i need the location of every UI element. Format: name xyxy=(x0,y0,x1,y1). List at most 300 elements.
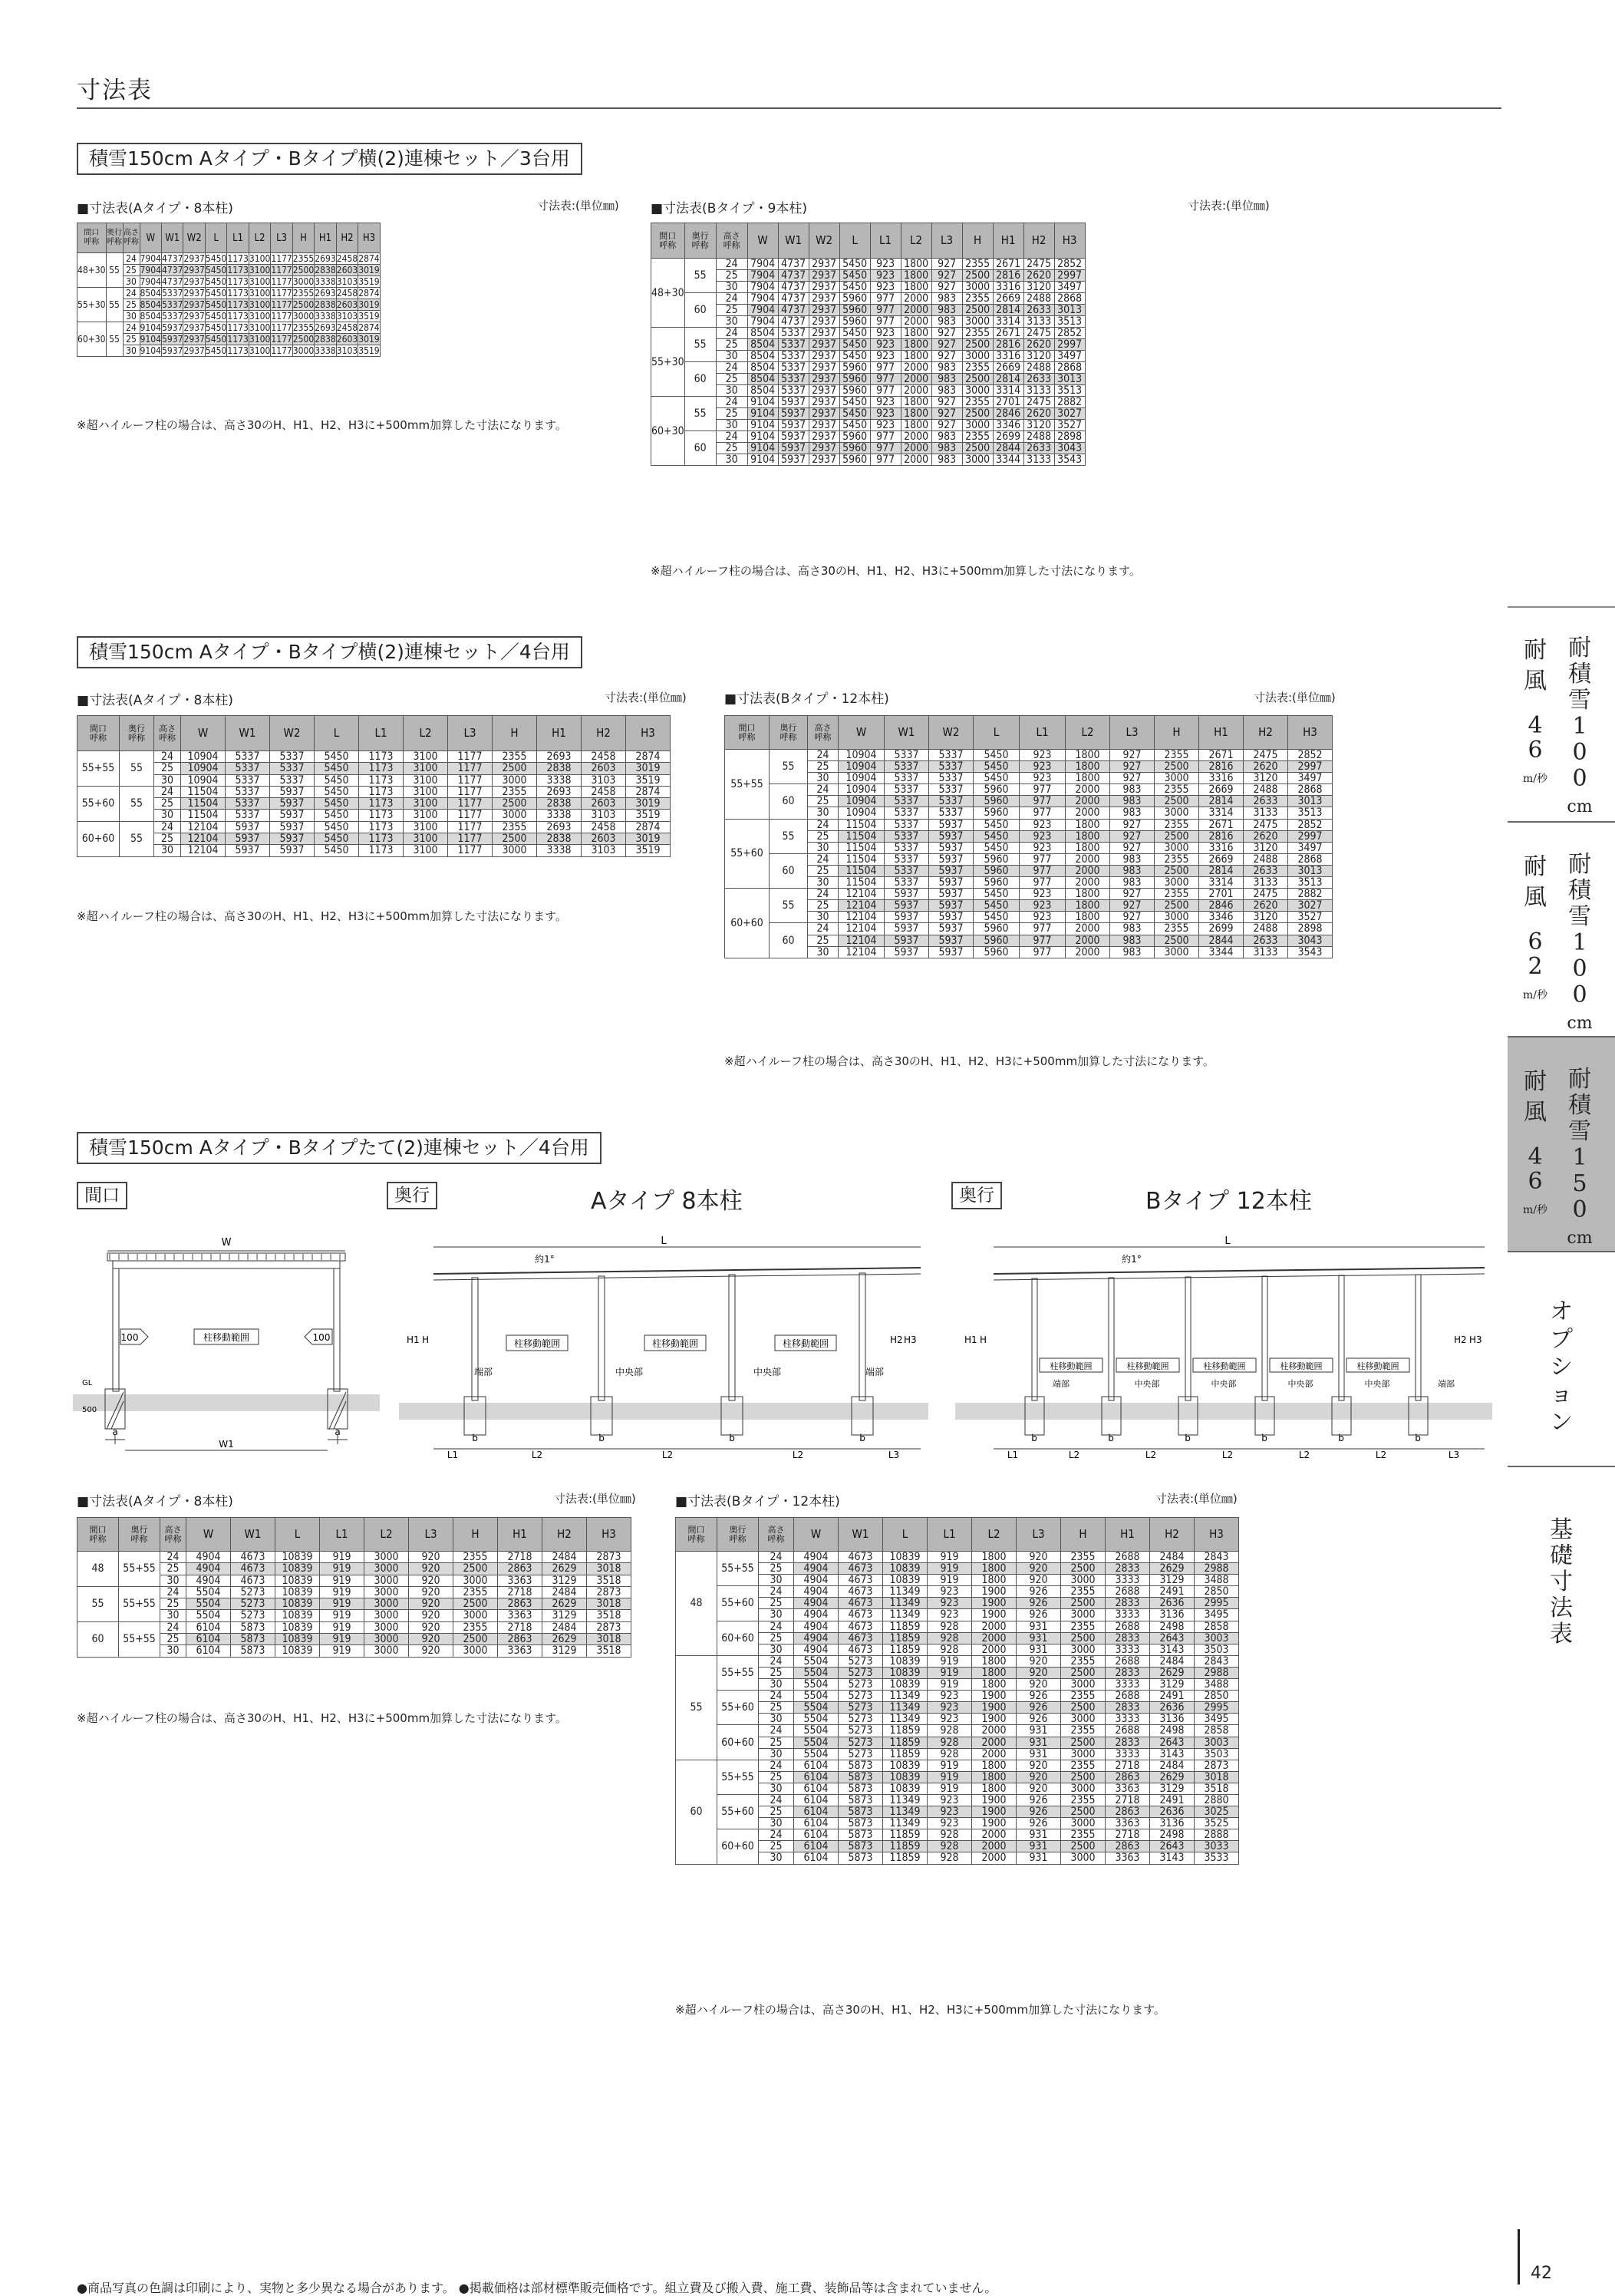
page-number-rule xyxy=(1518,2229,1520,2284)
table-row xyxy=(725,830,1333,842)
value-cell: 3018 xyxy=(587,1563,631,1575)
value-cell: 2669 xyxy=(993,362,1023,374)
value-cell: 5337 xyxy=(885,865,929,876)
height-cell: 24 xyxy=(716,431,747,443)
value-cell: 977 xyxy=(870,443,901,454)
value-cell: 2868 xyxy=(1288,853,1333,865)
height-cell: 30 xyxy=(716,351,747,362)
column-header: L1 xyxy=(320,1518,364,1552)
column-header: 間口 呼称 xyxy=(676,1518,717,1552)
value-cell: 1177 xyxy=(271,311,292,322)
table-row xyxy=(676,1841,1239,1852)
value-cell: 983 xyxy=(1110,923,1155,935)
value-cell: 931 xyxy=(1017,1852,1061,1864)
value-cell: 928 xyxy=(928,1737,972,1748)
value-cell: 2671 xyxy=(993,259,1023,270)
roof-edge xyxy=(107,1253,345,1261)
table-row xyxy=(77,833,671,845)
value-cell: 2633 xyxy=(1023,443,1054,454)
table-row xyxy=(676,1667,1239,1678)
height-cell: 30 xyxy=(808,946,839,958)
value-cell: 2844 xyxy=(993,443,1023,454)
value-cell: 3000 xyxy=(364,1610,409,1621)
value-cell: 2838 xyxy=(537,798,582,810)
value-cell: 3000 xyxy=(962,282,993,293)
value-cell: 12104 xyxy=(181,833,226,845)
column-header: W2 xyxy=(809,223,839,259)
table-row xyxy=(725,773,1333,784)
value-cell: 931 xyxy=(1017,1621,1061,1632)
value-cell: 977 xyxy=(1020,853,1066,865)
value-cell: 2693 xyxy=(537,786,582,797)
height-cell: 24 xyxy=(160,1586,186,1598)
table-caption: ■寸法表(Aタイプ・8本柱) xyxy=(77,201,233,216)
value-cell: 923 xyxy=(870,270,901,282)
value-cell: 5337 xyxy=(885,830,929,842)
value-cell: 10839 xyxy=(275,1598,320,1610)
value-cell: 923 xyxy=(1020,761,1066,773)
table-row xyxy=(676,1760,1239,1771)
value-cell: 3000 xyxy=(364,1575,409,1586)
column-header: W2 xyxy=(270,716,315,751)
table-row xyxy=(77,810,671,821)
value-cell: 919 xyxy=(928,1783,972,1794)
value-cell: 2988 xyxy=(1195,1667,1239,1678)
depth-cell: 60+60 xyxy=(717,1829,759,1864)
value-cell: 5337 xyxy=(885,819,929,830)
height-cell: 24 xyxy=(759,1586,794,1598)
value-cell: 5337 xyxy=(161,299,183,310)
depth-cell: 55+55 xyxy=(119,1621,160,1657)
table-row xyxy=(676,1609,1239,1621)
table-note: ※超ハイルーフ柱の場合は、高さ30のH、H1、H2、H3に+500mm加算した寸法になります。 xyxy=(77,909,567,923)
height-cell: 30 xyxy=(759,1818,794,1829)
table-row xyxy=(676,1818,1239,1829)
value-cell: 5450 xyxy=(974,830,1020,842)
value-cell: 5937 xyxy=(929,889,974,900)
height-cell: 25 xyxy=(808,900,839,912)
table-row xyxy=(77,299,381,311)
value-cell: 927 xyxy=(931,259,962,270)
value-cell: 3019 xyxy=(358,299,380,310)
side-tab-wind62-snow100[interactable] xyxy=(1508,821,1615,1036)
value-cell: 5337 xyxy=(226,774,270,786)
value-cell: 3314 xyxy=(1199,807,1244,819)
value-cell: 2355 xyxy=(962,397,993,408)
value-cell: 2643 xyxy=(1150,1737,1195,1748)
value-cell: 5937 xyxy=(929,865,974,876)
value-cell: 5450 xyxy=(974,761,1020,773)
table-row xyxy=(77,751,671,763)
value-cell: 3333 xyxy=(1106,1575,1150,1586)
depth-cell: 55 xyxy=(684,328,716,362)
value-cell: 931 xyxy=(1017,1829,1061,1841)
value-cell: 11504 xyxy=(839,877,885,889)
value-cell: 2603 xyxy=(582,833,626,845)
column-header: 高さ 呼称 xyxy=(123,223,140,253)
value-cell: 3346 xyxy=(993,420,1023,431)
height-cell: 24 xyxy=(759,1621,794,1632)
value-cell: 1177 xyxy=(271,276,292,287)
value-cell: 2874 xyxy=(358,253,380,264)
value-cell: 2693 xyxy=(315,288,336,299)
table-row xyxy=(676,1829,1239,1841)
value-cell: 923 xyxy=(928,1598,972,1609)
value-cell: 3025 xyxy=(1195,1806,1239,1818)
value-cell: 4904 xyxy=(794,1609,839,1621)
dim-label-l3: L3 xyxy=(1448,1450,1460,1460)
value-cell: 5937 xyxy=(929,912,974,923)
table-row xyxy=(676,1852,1239,1864)
dim-label-b: b xyxy=(1415,1433,1421,1443)
value-cell: 5960 xyxy=(839,431,870,443)
column-header: W1 xyxy=(839,1518,883,1552)
value-cell: 919 xyxy=(928,1575,972,1586)
value-cell: 5337 xyxy=(226,798,270,810)
unit-label: 寸法表:(単位㎜) xyxy=(554,1492,636,1506)
post-range-label: 柱移動範囲 xyxy=(203,1332,250,1343)
table-caption: ■寸法表(Bタイプ・12本柱) xyxy=(724,691,889,707)
dim-label-l2: L2 xyxy=(1375,1450,1387,1460)
value-cell: 2000 xyxy=(972,1748,1017,1760)
value-cell: 2863 xyxy=(498,1634,542,1645)
value-cell: 5450 xyxy=(839,282,870,293)
value-cell: 2671 xyxy=(993,328,1023,339)
height-cell: 25 xyxy=(759,1598,794,1609)
table-row xyxy=(77,1621,631,1633)
center-label: 中央部 xyxy=(1211,1379,1237,1389)
value-cell: 10839 xyxy=(883,1563,928,1575)
value-cell: 923 xyxy=(1020,819,1066,830)
value-cell: 5960 xyxy=(839,305,870,316)
value-cell: 4673 xyxy=(839,1552,883,1563)
value-cell: 3363 xyxy=(498,1645,542,1657)
value-cell: 983 xyxy=(1110,784,1155,796)
value-cell: 3519 xyxy=(626,845,671,856)
side-tab-wind46-snow150-active[interactable] xyxy=(1508,1036,1615,1251)
value-cell: 2937 xyxy=(809,328,839,339)
value-cell: 919 xyxy=(928,1655,972,1667)
height-cell: 25 xyxy=(716,339,747,351)
value-cell: 2500 xyxy=(1061,1702,1106,1714)
value-cell: 983 xyxy=(1110,807,1155,819)
value-cell: 977 xyxy=(870,385,901,397)
value-cell: 2814 xyxy=(1199,796,1244,807)
value-cell: 923 xyxy=(928,1818,972,1829)
value-cell: 11859 xyxy=(883,1748,928,1760)
value-cell: 5504 xyxy=(186,1598,231,1610)
value-cell: 2643 xyxy=(1150,1841,1195,1852)
value-cell: 3100 xyxy=(249,299,271,310)
value-cell: 8504 xyxy=(747,385,778,397)
height-cell: 30 xyxy=(759,1679,794,1691)
table-row xyxy=(651,454,1086,466)
column-header: L2 xyxy=(249,223,270,253)
value-cell: 3019 xyxy=(358,265,380,275)
value-cell: 3103 xyxy=(336,311,358,322)
value-cell: 3503 xyxy=(1195,1748,1239,1760)
value-cell: 1173 xyxy=(359,751,404,763)
unit-label: 寸法表:(単位㎜) xyxy=(605,691,687,704)
column-header: H xyxy=(292,223,314,253)
height-cell: 24 xyxy=(716,259,747,270)
value-cell: 4737 xyxy=(778,293,809,305)
dim-label-l2: L2 xyxy=(792,1450,804,1460)
value-cell: 2880 xyxy=(1195,1794,1239,1806)
dim-label-w: W xyxy=(221,1237,232,1249)
value-cell: 3000 xyxy=(453,1575,498,1586)
dim-label-h2: H2 xyxy=(1454,1334,1467,1345)
height-cell: 25 xyxy=(123,334,140,345)
value-cell: 5337 xyxy=(885,853,929,865)
table-row xyxy=(77,1563,631,1575)
table-row xyxy=(651,351,1086,362)
end-label: 端部 xyxy=(865,1367,885,1377)
table-row xyxy=(725,900,1333,912)
depth-cell: 55+55 xyxy=(119,1552,160,1587)
value-cell: 11859 xyxy=(883,1644,928,1655)
value-cell: 2488 xyxy=(1023,362,1054,374)
column-header: L3 xyxy=(409,1518,453,1552)
value-cell: 926 xyxy=(1017,1586,1061,1598)
value-cell: 6104 xyxy=(794,1852,839,1864)
value-cell: 3000 xyxy=(962,316,993,328)
value-cell: 3338 xyxy=(537,774,582,786)
column-header: H2 xyxy=(1150,1518,1195,1552)
value-cell: 3100 xyxy=(404,763,448,774)
value-cell: 5337 xyxy=(226,763,270,774)
value-cell: 2833 xyxy=(1106,1702,1150,1714)
value-cell: 3120 xyxy=(1023,420,1054,431)
value-cell: 3100 xyxy=(249,265,271,275)
height-cell: 24 xyxy=(759,1691,794,1702)
height-cell: 30 xyxy=(716,385,747,397)
value-cell: 2693 xyxy=(315,253,336,264)
value-cell: 3338 xyxy=(537,845,582,856)
value-cell: 5337 xyxy=(778,328,809,339)
value-cell: 4737 xyxy=(778,316,809,328)
column-header: H1 xyxy=(1106,1518,1150,1552)
column-header: H xyxy=(493,716,537,751)
value-cell: 5450 xyxy=(315,810,359,821)
value-cell: 2937 xyxy=(809,362,839,374)
value-cell: 5937 xyxy=(778,431,809,443)
value-cell: 5450 xyxy=(205,253,227,264)
table-row xyxy=(676,1771,1239,1783)
depth-cell: 55+55 xyxy=(717,1760,759,1794)
table-row xyxy=(651,362,1086,374)
value-cell: 1900 xyxy=(972,1609,1017,1621)
height-cell: 25 xyxy=(716,408,747,420)
value-cell: 3100 xyxy=(249,288,271,299)
table-row xyxy=(651,305,1086,316)
value-cell: 5937 xyxy=(270,833,315,845)
value-cell: 4737 xyxy=(778,270,809,282)
value-cell: 3120 xyxy=(1244,912,1288,923)
value-cell: 3000 xyxy=(1061,1644,1106,1655)
value-cell: 5450 xyxy=(315,833,359,845)
value-cell: 2500 xyxy=(1155,935,1199,946)
value-cell: 920 xyxy=(409,1610,453,1621)
table-row xyxy=(77,774,671,786)
depth-cell: 55 xyxy=(120,786,154,821)
table-row xyxy=(77,786,671,797)
side-tab-options[interactable] xyxy=(1508,1251,1615,1466)
column-header: H3 xyxy=(358,223,380,253)
value-cell: 4737 xyxy=(778,305,809,316)
value-cell: 2838 xyxy=(537,763,582,774)
value-cell: 11859 xyxy=(883,1632,928,1644)
value-cell: 2688 xyxy=(1106,1621,1150,1632)
dim-label-b: b xyxy=(1261,1433,1267,1443)
value-cell: 1900 xyxy=(972,1586,1017,1598)
value-cell: 5937 xyxy=(778,443,809,454)
dimension-table-a-8-posts-3cars xyxy=(77,223,381,357)
value-cell: 11349 xyxy=(883,1609,928,1621)
value-cell: 5873 xyxy=(839,1783,883,1794)
height-cell: 25 xyxy=(759,1806,794,1818)
value-cell: 2833 xyxy=(1106,1632,1150,1644)
value-cell: 3000 xyxy=(364,1563,409,1575)
table-row xyxy=(676,1621,1239,1632)
depth-cell: 60 xyxy=(770,784,808,819)
value-cell: 977 xyxy=(1020,946,1066,958)
value-cell: 927 xyxy=(931,328,962,339)
value-cell: 5960 xyxy=(839,316,870,328)
height-cell: 25 xyxy=(154,833,181,845)
height-cell: 25 xyxy=(759,1563,794,1575)
side-tab-wind46-snow100[interactable] xyxy=(1508,606,1615,821)
frontage-cell: 60+30 xyxy=(77,322,107,357)
value-cell: 2838 xyxy=(315,265,336,275)
value-cell: 5937 xyxy=(161,334,183,345)
column-header: W1 xyxy=(226,716,270,751)
value-cell: 2484 xyxy=(1150,1655,1195,1667)
value-cell: 2633 xyxy=(1244,796,1288,807)
value-cell: 3013 xyxy=(1288,865,1333,876)
value-cell: 5337 xyxy=(778,339,809,351)
section-title-2: 積雪150cm Aタイプ・Bタイプ横(2)連棟セット／4台用 xyxy=(77,636,582,668)
value-cell: 2874 xyxy=(626,821,671,833)
value-cell: 8504 xyxy=(747,351,778,362)
value-cell: 3003 xyxy=(1195,1737,1239,1748)
value-cell: 928 xyxy=(928,1644,972,1655)
value-cell: 2355 xyxy=(1061,1552,1106,1563)
tab-label-snow: 耐 積 雪 1 0 0 cm xyxy=(1567,635,1593,816)
value-cell: 2603 xyxy=(336,334,358,345)
table-row xyxy=(651,397,1086,408)
value-cell: 3133 xyxy=(1023,385,1054,397)
value-cell: 2863 xyxy=(498,1598,542,1610)
value-cell: 3133 xyxy=(1244,946,1288,958)
value-cell: 3527 xyxy=(1054,420,1085,431)
value-cell: 3338 xyxy=(315,345,336,356)
value-cell: 5873 xyxy=(839,1852,883,1864)
table-row xyxy=(676,1632,1239,1644)
height-cell: 25 xyxy=(759,1667,794,1678)
value-cell: 5450 xyxy=(315,845,359,856)
height-cell: 24 xyxy=(808,784,839,796)
value-cell: 7904 xyxy=(747,293,778,305)
value-cell: 1173 xyxy=(359,774,404,786)
depth-cell: 55+55 xyxy=(717,1552,759,1586)
column-header: H3 xyxy=(1195,1518,1239,1552)
value-cell: 2603 xyxy=(582,763,626,774)
tab-label-snow: 耐 積 雪 1 5 0 cm xyxy=(1567,1066,1593,1248)
value-cell: 4673 xyxy=(231,1563,275,1575)
value-cell: 983 xyxy=(1110,796,1155,807)
height-cell: 30 xyxy=(716,420,747,431)
value-cell: 5450 xyxy=(974,842,1020,853)
height-cell: 24 xyxy=(716,362,747,374)
value-cell: 2701 xyxy=(993,397,1023,408)
value-cell: 4673 xyxy=(231,1552,275,1563)
value-cell: 5937 xyxy=(226,845,270,856)
value-cell: 4904 xyxy=(794,1552,839,1563)
table-row xyxy=(725,750,1333,761)
value-cell: 5937 xyxy=(929,877,974,889)
value-cell: 5504 xyxy=(794,1714,839,1725)
title-rule xyxy=(77,107,1501,109)
value-cell: 5450 xyxy=(205,345,227,356)
table-row xyxy=(676,1644,1239,1655)
value-cell: 931 xyxy=(1017,1632,1061,1644)
value-cell: 2937 xyxy=(183,299,205,310)
height-cell: 30 xyxy=(160,1575,186,1586)
value-cell: 5937 xyxy=(226,833,270,845)
value-cell: 983 xyxy=(931,443,962,454)
value-cell: 2000 xyxy=(901,305,931,316)
value-cell: 5337 xyxy=(929,796,974,807)
value-cell: 7904 xyxy=(140,276,161,287)
column-header: H2 xyxy=(1023,223,1054,259)
value-cell: 928 xyxy=(928,1852,972,1864)
value-cell: 10839 xyxy=(275,1634,320,1645)
value-cell: 2816 xyxy=(993,270,1023,282)
value-cell: 2355 xyxy=(1061,1691,1106,1702)
footer-disclaimer: ●商品写真の色調は印刷により、実物と多少異なる場合があります。 ●掲載価格は部材標準販売価格です。組立費及び搬入費、施工費、装飾品等は含まれていません。 xyxy=(77,2281,997,2295)
value-cell: 10839 xyxy=(883,1679,928,1691)
value-cell: 3338 xyxy=(315,311,336,322)
table-row xyxy=(77,1645,631,1657)
value-cell: 2997 xyxy=(1054,270,1085,282)
value-cell: 5273 xyxy=(839,1679,883,1691)
table-header-row xyxy=(77,223,381,253)
value-cell: 5937 xyxy=(226,821,270,833)
value-cell: 3000 xyxy=(1061,1714,1106,1725)
value-cell: 2500 xyxy=(493,833,537,845)
value-cell: 2355 xyxy=(1061,1725,1106,1737)
value-cell: 5960 xyxy=(839,293,870,305)
column-header: L2 xyxy=(972,1518,1017,1552)
value-cell: 2500 xyxy=(1061,1598,1106,1609)
value-cell: 2000 xyxy=(1066,865,1110,876)
value-cell: 920 xyxy=(1017,1575,1061,1586)
column-header: W xyxy=(839,716,885,750)
dim-label-l2: L2 xyxy=(531,1450,543,1460)
depth-cell: 55+60 xyxy=(717,1794,759,1829)
value-cell: 2458 xyxy=(336,253,358,264)
value-cell: 3000 xyxy=(1061,1852,1106,1864)
value-cell: 10904 xyxy=(181,751,226,763)
value-cell: 1173 xyxy=(227,288,249,299)
value-cell: 2500 xyxy=(1155,865,1199,876)
value-cell: 2000 xyxy=(972,1725,1017,1737)
side-tab-foundation[interactable] xyxy=(1508,1466,1615,1681)
value-cell: 1800 xyxy=(901,420,931,431)
table-row xyxy=(651,443,1086,454)
column-header: W2 xyxy=(183,223,205,253)
